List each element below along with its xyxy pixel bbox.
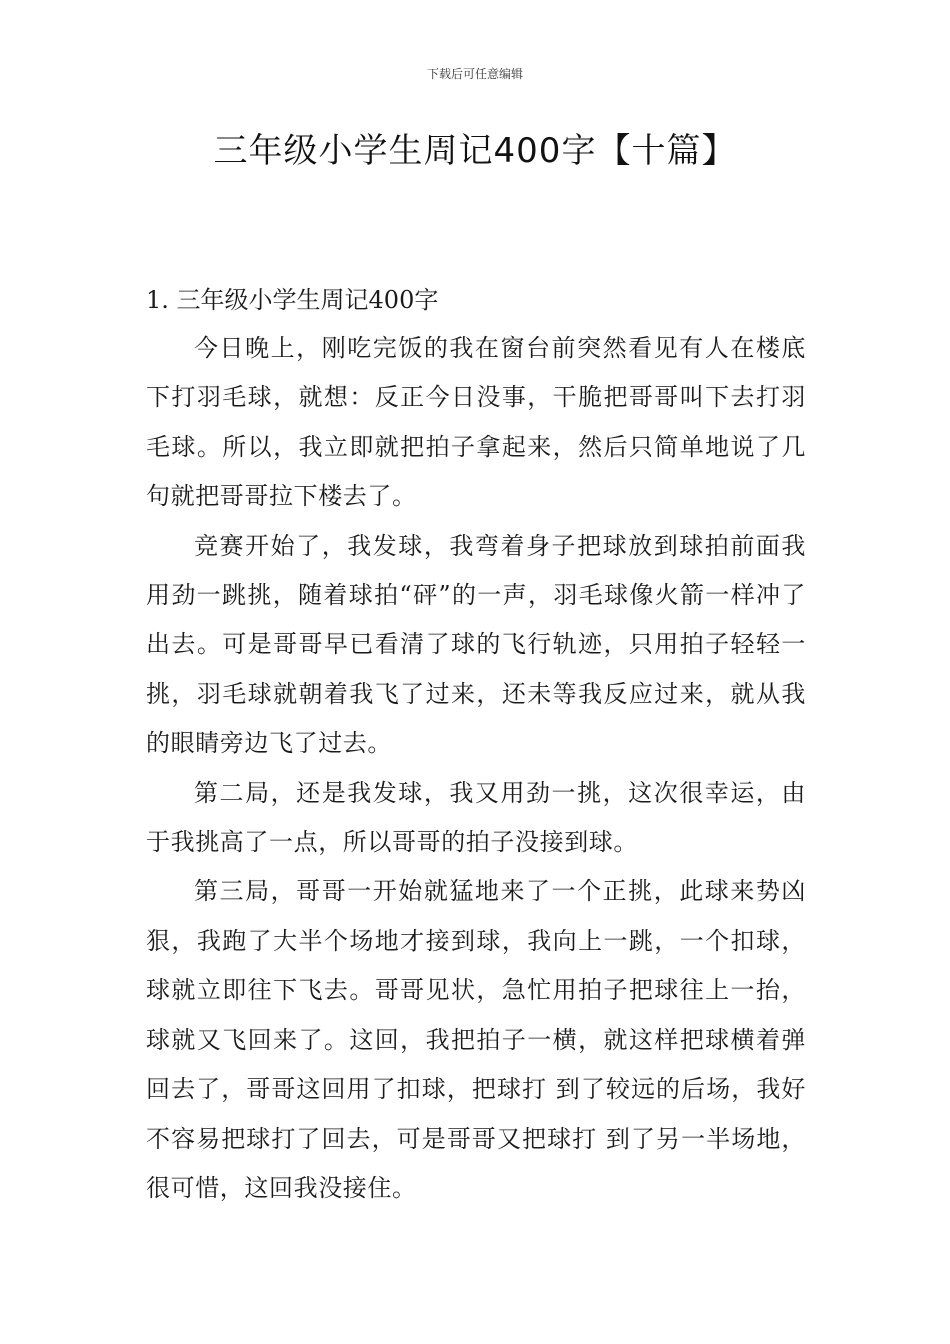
header-note: 下载后可任意编辑 (426, 67, 523, 81)
document-body (146, 276, 806, 1213)
paragraph-3: 第二局，还是我发球，我又用劲一挑，这次很幸运，由于我挑高了一点，所以哥哥的拍子没接到球。 (146, 778, 806, 857)
document-title: 三年级小学生周记400字【十篇】 (213, 131, 737, 171)
section-heading: 1. 三年级小学生周记400字 (146, 286, 439, 314)
paragraph-2: 竞赛开始了，我发球，我弯着身子把球放到球拍前面我用劲一跳挑，随着球拍“砰”的一声，羽毛球像火箭一样冲了出去。可是哥哥早已看清了球的飞行轨迹，只用拍子轻轻一挑，羽毛球就朝着我飞了过来，还未等我反应过来，就从我的眼睛旁边飞了过去。 (146, 531, 806, 758)
paragraph-4: 第三局，哥哥一开始就猛地来了一个正挑，此球来势凶狠，我跑了大半个场地才接到球，我向上一跳，一个扣球，球就立即往下飞去。哥哥见状，急忙用拍子把球往上一抬，球就又飞回来了。这回，我把拍子一横，就这样把球横着弹回去了，哥哥这回用了扣球，把球打 到了较远的后场，我好不容易把球打了回去，可是哥哥又把球打 到了另一半场地，很可惜，这回我没接住。 (146, 877, 806, 1202)
paragraph-1: 今日晚上，刚吃完饭的我在窗台前突然看见有人在楼底下打羽毛球，就想：反正今日没事，干脆把哥哥叫下去打羽毛球。所以，我立即就把拍子拿起来，然后只简单地说了几句就把哥哥拉下楼去了。 (146, 334, 806, 511)
